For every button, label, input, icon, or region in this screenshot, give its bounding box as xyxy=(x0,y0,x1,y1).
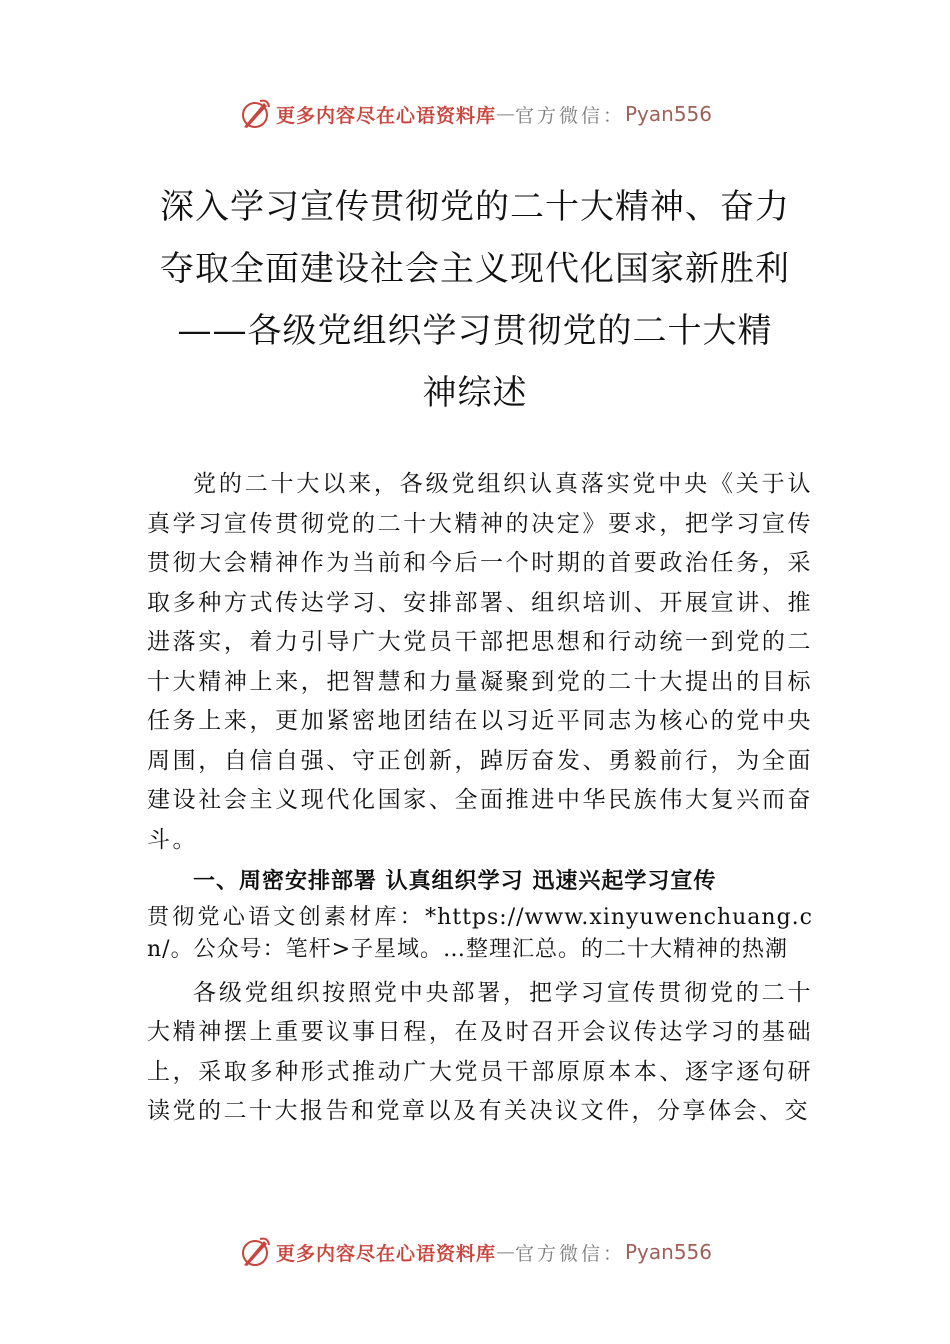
section-heading-1: 一、周密安排部署 认真组织学习 迅速兴起学习宣传 xyxy=(193,869,717,894)
watermark-site: 更多内容尽在心语资料库 xyxy=(275,104,496,127)
body-paragraph-2: 各级党组织按照党中央部署，把学习宣传贯彻党的二十大精神摆上重要议事日程，在及时召开会议传达学习的基础上，采取多种形式推动广大党员干部原原本本、逐字逐句研读党的二十大报告和党章以及有关决议文件，分享体会、交 xyxy=(147,979,813,1124)
watermark-wechat-id: Pyan556 xyxy=(625,1240,713,1264)
watermark-wechat-label: 官方微信： xyxy=(514,1242,625,1265)
watermark-wechat-label: 官方微信： xyxy=(514,104,625,127)
watermark-banner-top xyxy=(0,92,950,136)
title-line-1: 深入学习宣传贯彻党的二十大精神、奋力 xyxy=(160,187,790,227)
body-paragraph-1: 党的二十大以来，各级党组织认真落实党中央《关于认真学习宣传贯彻党的二十大精神的决定》要求，把学习宣传贯彻大会精神作为当前和今后一个时期的首要政治任务，采取多种方式传达学习、安排部署、组织培训、开展宣讲、推进落实，着力引导广大党员干部把思想和行动统一到党的二十大精神上来，把智慧和力量凝聚到党的二十大提出的目标任务上来，更加紧密地团结在以习近平同志为核心的党中央周围，自信自强、守正创新，踔厉奋发、勇毅前行，为全面建设社会主义现代化国家、全面推进中华民族伟大复兴而奋斗。 xyxy=(147,471,813,853)
quill-pen-circle-icon xyxy=(238,1235,272,1269)
title-line-2: 夺取全面建设社会主义现代化国家新胜利 xyxy=(160,249,790,289)
watermark-wechat-id: Pyan556 xyxy=(625,102,713,126)
document-title xyxy=(120,176,830,424)
inserted-source-note: 贯彻党心语文创素材库：*https://www.xinyuwenchuang.cn/。公众号：笔杆>子星域。…整理汇总。的二十大精神的热潮 xyxy=(147,904,813,962)
watermark-dash: — xyxy=(495,1241,515,1263)
quill-pen-circle-icon xyxy=(238,97,272,131)
watermark-dash: — xyxy=(495,103,515,125)
watermark-site: 更多内容尽在心语资料库 xyxy=(275,1242,496,1265)
watermark-banner-bottom xyxy=(0,1230,950,1274)
title-line-4: 神综述 xyxy=(422,373,528,413)
document-body xyxy=(147,465,813,1132)
title-line-3: ——各级党组织学习贯彻党的二十大精 xyxy=(177,311,773,351)
